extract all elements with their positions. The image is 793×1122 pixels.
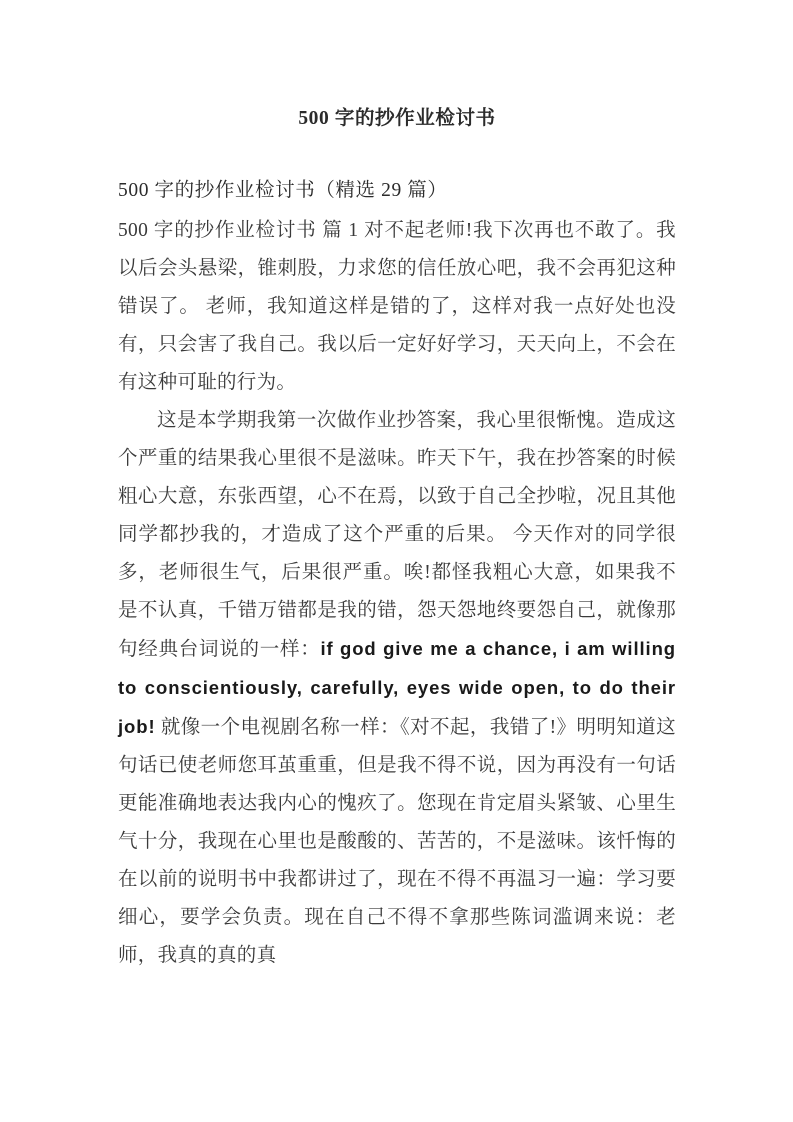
paragraph-2 [118,402,676,975]
document-content [118,100,676,975]
english-quote: if god give me a chance, i am willing to conscientiously, carefully, eyes wide open, to do their job! [118,638,676,737]
paragraph-1 [118,212,676,402]
paragraph-2-text-after-quote: 就像一个电视剧名称一样：《对不起，我错了!》明明知道这句话已使老师您耳茧重重，但是我不得不说，因为再没有一句话更能准确地表达我内心的愧疚了。您现在肯定眉头紧皱、心里生气十分，我现在心里也是酸酸的、苦苦的，不是滋味。该忏悔的在以前的说明书中我都讲过了，现在不得不再温习一遍：学习要细心，要学会负责。现在自己不得不拿那些陈词滥调来说：老师，我真的真的真 [118,717,676,966]
entry-heading-1: 500 字的抄作业检讨书 篇 1 [118,220,359,241]
paragraph-2-text-before-quote: 这是本学期我第一次做作业抄答案，我心里很惭愧。造成这个严重的结果我心里很不是滋味。昨天下午，我在抄答案的时候粗心大意，东张西望，心不在焉，以致于自己全抄啦，况且其他同学都抄我的，才造成了这个严重的后果。 今天作对的同学很多，老师很生气，后果很严重。唉!都怪我粗心大意，如果我不是不认真，千错万错都是我的错，怨天怨地终要怨自己，就像那句经典台词说的一样： [118,410,676,660]
paragraph-1-text: 对不起老师!我下次再也不敢了。我以后会头悬梁，锥刺股，力求您的信任放心吧，我不会再犯这种错误了。 老师，我知道这样是错的了，这样对我一点好处也没有，只会害了我自己。我以后一定好好学习，天天向上，不会在有这种可耻的行为。 [118,220,676,393]
document-subtitle: 500 字的抄作业检讨书（精选 29 篇） [118,180,448,201]
page-title: 500 字的抄作业检讨书 [298,108,496,129]
